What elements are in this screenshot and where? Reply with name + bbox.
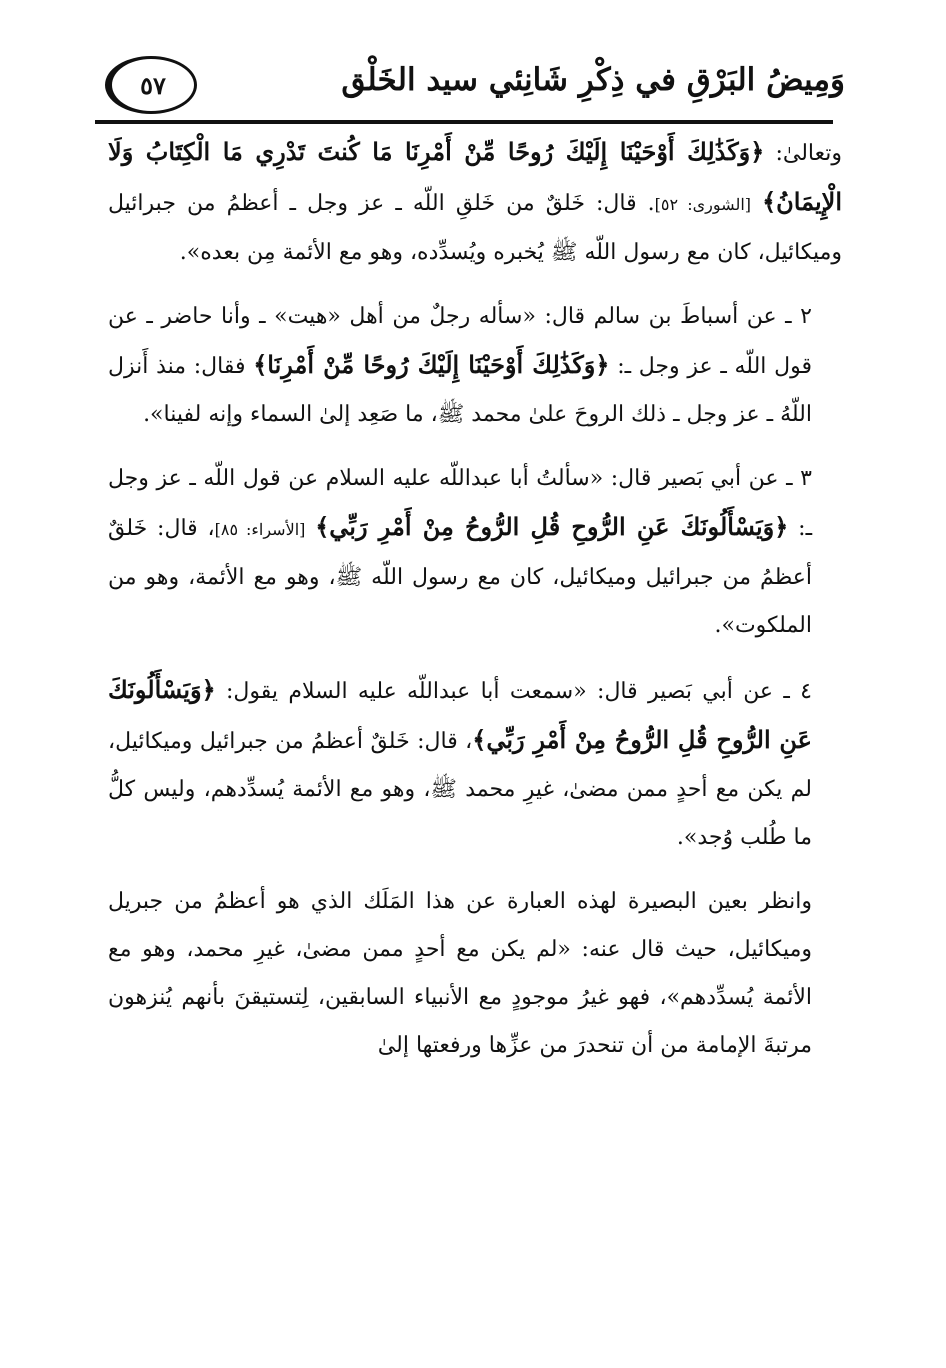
paragraph-gap xyxy=(108,650,842,666)
p2-quran-verse: ﴿وَكَذَٰلِكَ أَوْحَيْنَا إِلَيْكَ رُوحًا مِّنْ أَمْرِنَا﴾ xyxy=(253,350,610,379)
page-number-oval xyxy=(105,56,197,114)
paragraph-3 xyxy=(108,455,842,650)
running-title: وَمِيضُ البَرْقِ في ذِكْرِ شَانِئي سيد الخَلْق xyxy=(341,62,845,98)
paragraph-4 xyxy=(108,666,842,862)
p1-text: . قال: خَلقٌ من خَلقِ اللّه ـ عز وجل ـ أعظمُ من جبرائيل وميكائيل، كان مع رسول اللّه ﷺ يُخبره ويُسدِّده، وهو مع الأئمة مِن بعده». xyxy=(108,191,842,265)
p4-text: ، قال: خَلقٌ أعظمُ من جبرائيل وميكائيل، لم يكن مع أحدٍ ممن مضىٰ، غيرِ محمد ﷺ، وهو مع الأئمة يُسدِّدهم، وليس كلُّ ما طُلب وُجد». xyxy=(108,729,812,850)
body-text xyxy=(108,128,842,1070)
p3-text: ، قال: خَلقٌ أعظمُ من جبرائيل وميكائيل، كان مع رسول اللّه ﷺ، وهو مع الأئمة، وهو من الملكوت». xyxy=(108,516,812,638)
paragraph-gap xyxy=(108,439,842,455)
paragraph-5: وانظر بعين البصيرة لهذه العبارة عن هذا المَلَك الذي هو أعظمُ من جبريل وميكائيل، حيث قال عنه: «لم يكن مع أحدٍ ممن مضىٰ، غيرِ محمد، وهو مع الأئمة يُسدِّدهم»، فهو غيرُ موجودٍ مع الأنبياء السابقين، لِتستيقنَ بأنهم يُنزهون مرتبةَ الإمامة من أن تنحدرَ من عزِّها ورفعتها إلىٰ xyxy=(108,889,812,1058)
p3-lead: ٣ ـ عن أبي بَصير قال: «سألتُ أبا عبداللّه عليه السلام عن قول اللّه ـ عز وجل ـ: xyxy=(108,466,813,541)
p3-verse-reference: [الأسراء: ٨٥] xyxy=(214,520,306,539)
p4-lead: ٤ ـ عن أبي بَصير قال: «سمعت أبا عبداللّه عليه السلام يقول: xyxy=(226,679,812,704)
p2-text: فقال: منذ أَنزل اللّهُ ـ عز وجل ـ ذلك الروحَ علىٰ محمد ﷺ، ما صَعِد إلىٰ السماء وإنه لفينا». xyxy=(108,354,812,427)
paragraph-2 xyxy=(108,293,842,439)
p2-lead: ٢ ـ عن أسباطَ بن سالم قال: «سأله رجلٌ من أهل «هيت» ـ وأنا حاضر ـ عن قول اللّه ـ عز وجل ـ: xyxy=(108,304,812,379)
p1-verse-reference: [الشورى: ٥٢] xyxy=(654,195,752,214)
p4-quran-verse: ﴿وَيَسْأَلُونَكَ عَنِ الرُّوحِ قُلِ الرُّوحُ مِنْ أَمْرِ رَبِّي﴾ xyxy=(108,675,812,754)
paragraph-1 xyxy=(108,128,842,277)
page-header xyxy=(95,50,855,120)
paragraph-gap xyxy=(108,862,842,878)
page-number: ٥٧ xyxy=(140,71,166,100)
p3-quran-verse: ﴿وَيَسْأَلُونَكَ عَنِ الرُّوحِ قُلِ الرُّوحُ مِنْ أَمْرِ رَبِّي﴾ xyxy=(315,512,789,541)
p1-quran-verse: ﴿وَكَذَٰلِكَ أَوْحَيْنَا إِلَيْكَ رُوحًا مِّنْ أَمْرِنَا مَا كُنتَ تَدْرِي مَا الْكِتَابُ وَلَا الْإِيمَانُ﴾ xyxy=(108,137,843,216)
header-divider xyxy=(95,120,833,124)
p1-lead: وتعالىٰ: xyxy=(775,141,842,166)
paragraph-gap xyxy=(108,277,842,293)
